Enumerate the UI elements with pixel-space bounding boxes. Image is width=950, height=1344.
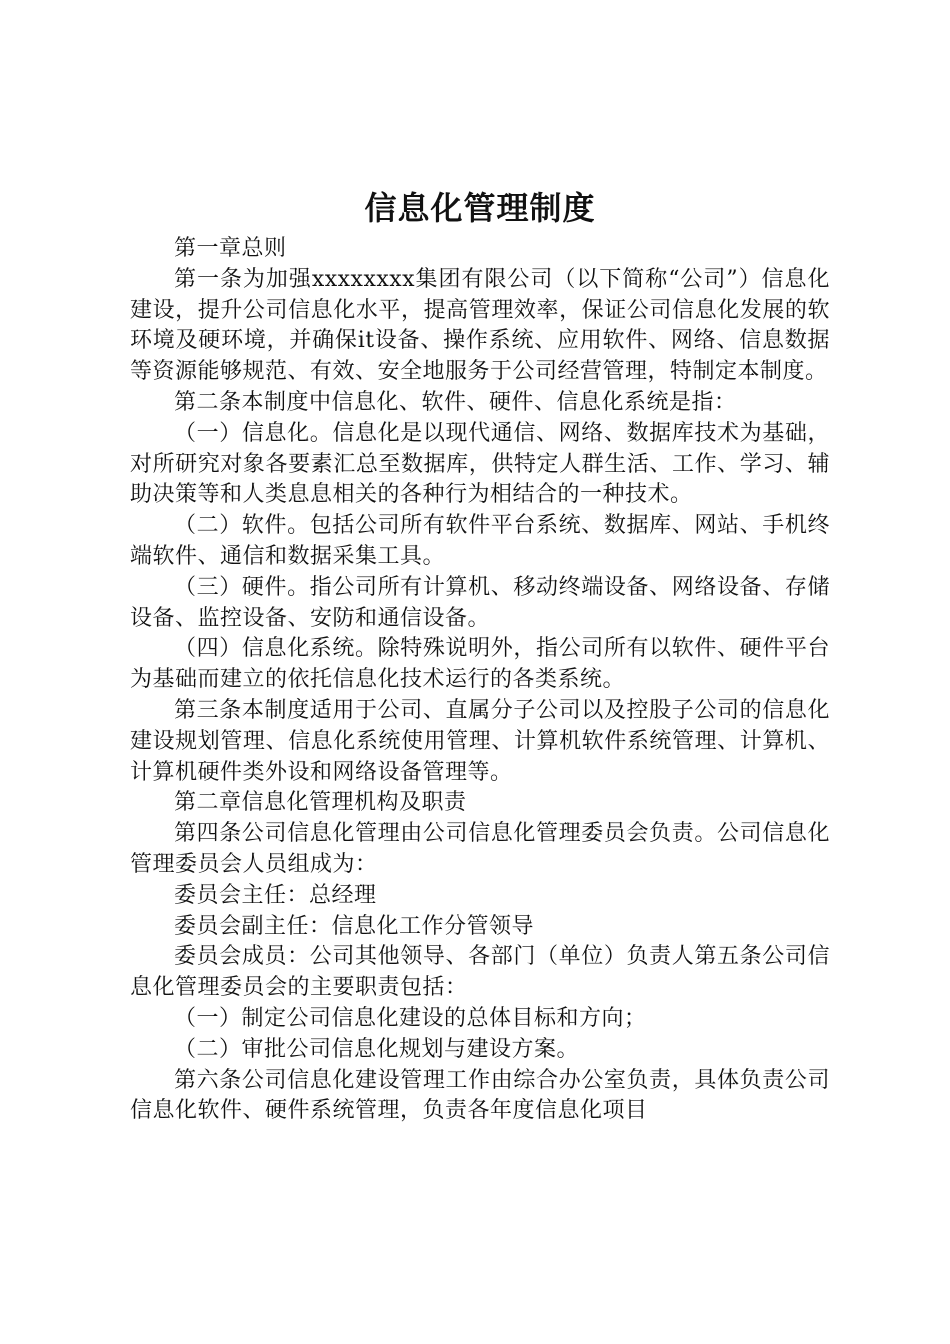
clause-paragraph: （三）硬件。指公司所有计算机、移动终端设备、网络设备、存储设备、监控设备、安防和通信设备。 [130,574,830,631]
clause-paragraph: （二）软件。包括公司所有软件平台系统、数据库、网站、手机终端软件、通信和数据采集工具。 [130,513,830,569]
article-paragraph: 第一条为加强xxxxxxxx集团有限公司（以下简称“公司”）信息化建设，提升公司信息化水平，提高管理效率，保证公司信息化发展的软环境及硬环境，并确保it设备、操作系统、应用软件、网络、信息数据等资源能够规范、有效、安全地服务于公司经营管理，特制定本制度。 [130,266,830,385]
clause-paragraph: （二）审批公司信息化规划与建设方案。 [174,1036,580,1062]
clause-paragraph: （一）制定公司信息化建设的总体目标和方向； [174,1005,647,1031]
article-paragraph: 第三条本制度适用于公司、直属分子公司以及控股子公司的信息化建设规划管理、信息化系统使用管理、计算机软件系统管理、计算机、计算机硬件类外设和网络设备管理等。 [130,697,830,785]
article-paragraph: 第四条公司信息化管理由公司信息化管理委员会负责。公司信息化管理委员会人员组成为： [130,821,830,877]
document-title: 信息化管理制度 [364,189,596,227]
member-line: 委员会主任：总经理 [174,882,377,908]
member-line: 委员会副主任：信息化工作分管领导 [174,913,535,939]
clause-paragraph: （一）信息化。信息化是以现代通信、网络、数据库技术为基础，对所研究对象各要素汇总至数据库，供特定人群生活、工作、学习、辅助决策等和人类息息相关的各种行为相结合的一种技术。 [130,420,830,508]
chapter-heading: 第一章总则 [174,236,287,261]
clause-paragraph: （四）信息化系统。除特殊说明外，指公司所有以软件、硬件平台为基础而建立的依托信息化技术运行的各类系统。 [130,636,830,693]
document-page [130,182,830,1127]
article-paragraph: 第二条本制度中信息化、软件、硬件、信息化系统是指： [174,389,737,415]
member-line: 委员会成员：公司其他领导、各部门（单位）负责人第五条公司信息化管理委员会的主要职责包括： [130,944,830,1001]
chapter-heading: 第二章信息化管理机构及职责 [174,790,467,816]
article-paragraph: 第六条公司信息化建设管理工作由综合办公室负责，具体负责公司信息化软件、硬件系统管理，负责各年度信息化项目 [130,1067,830,1124]
